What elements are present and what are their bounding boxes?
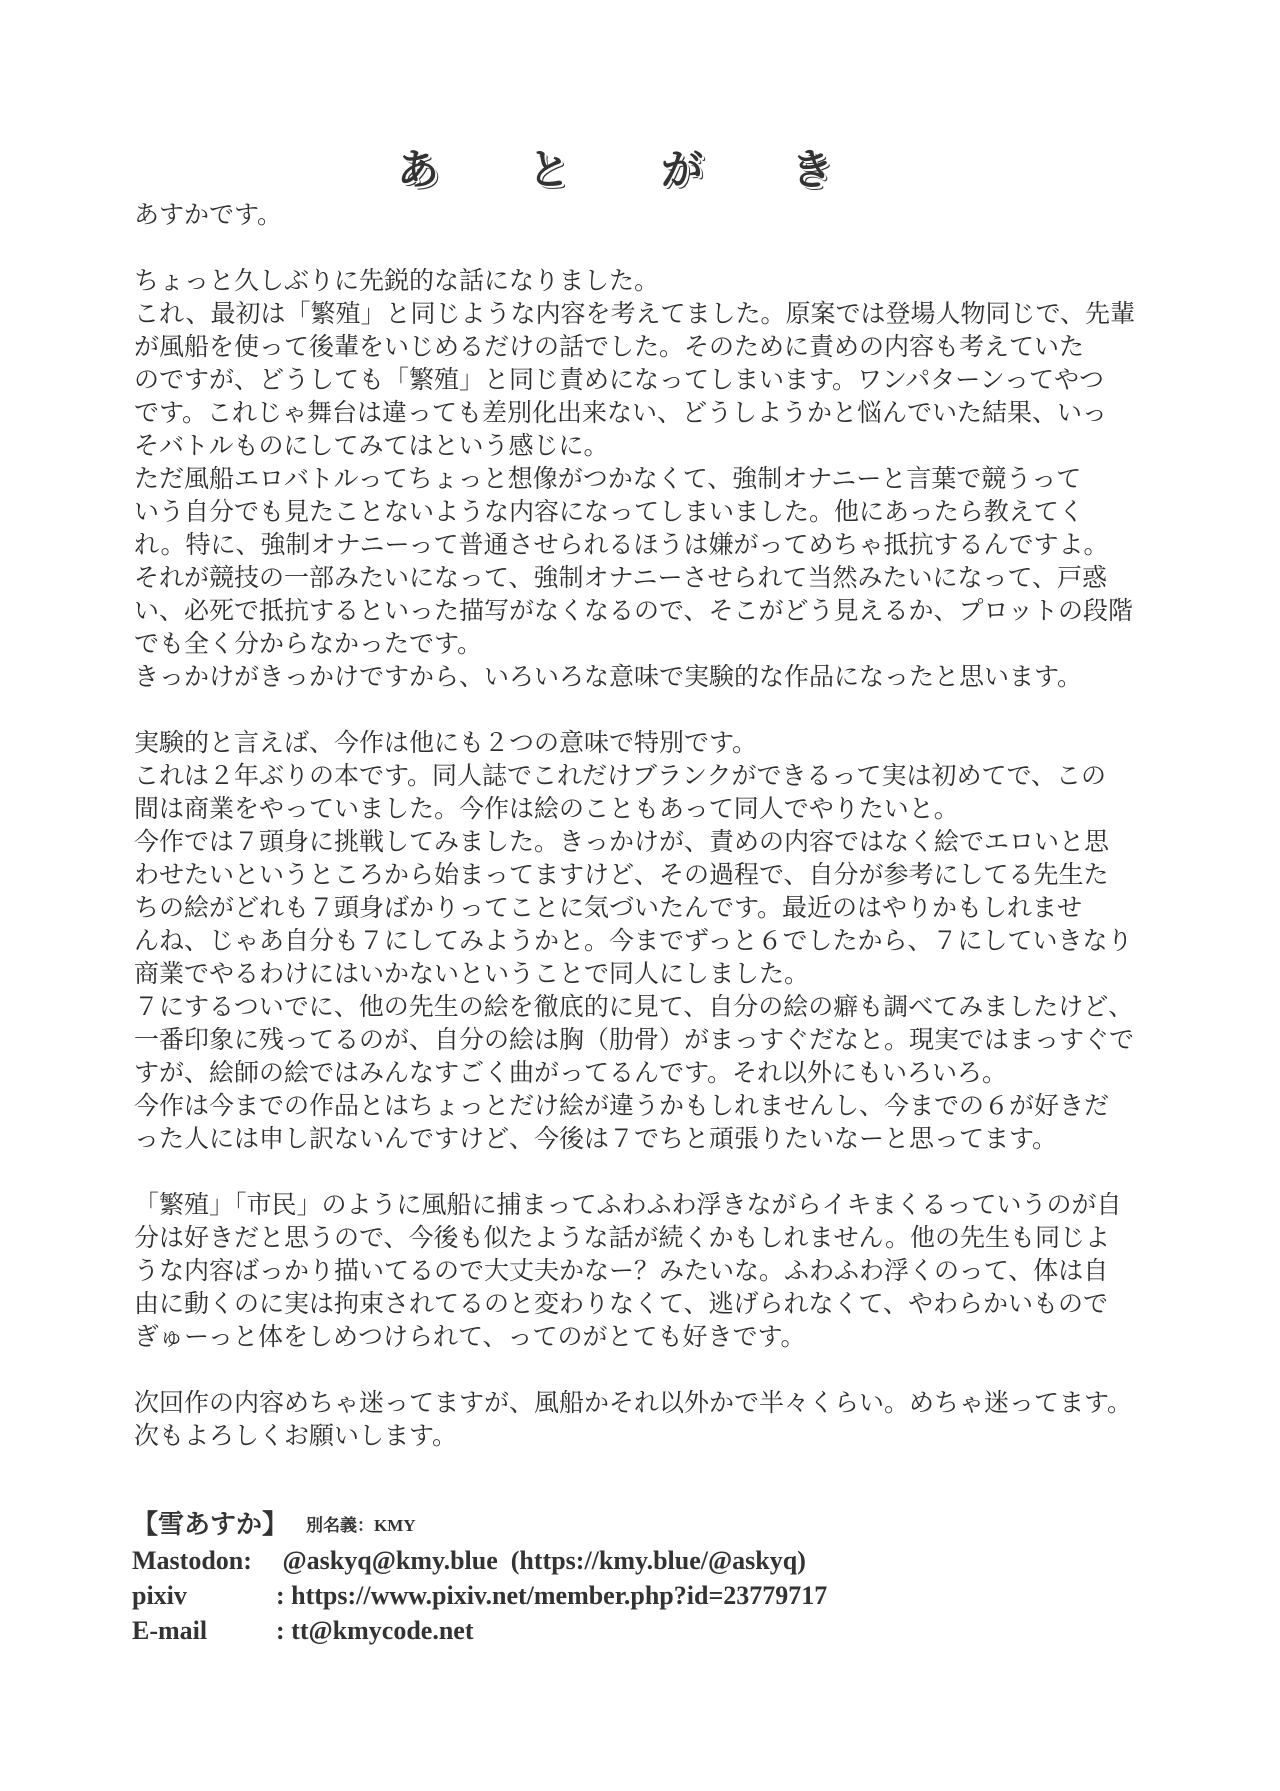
- body-line: のですが、どうしても「繁殖」と同じ責めになってしまいます。ワンパターンってやつ: [134, 365, 1105, 394]
- body-line: ７にするついでに、他の先生の絵を徹底的に見て、自分の絵の癖も調べてみましたけど、: [134, 992, 1134, 1021]
- title-char: き: [790, 145, 833, 194]
- body-line: そバトルものにしてみてはという感じに。: [134, 431, 609, 460]
- mastodon-value: @askyq@kmy.blue (https://kmy.blue/@askyq): [276, 1546, 806, 1575]
- body-line: それが競技の一部みたいになって、強制オナニーさせられて当然みたいになって、戸惑: [134, 563, 1108, 592]
- title-char: と: [527, 145, 570, 194]
- title-char: あ: [396, 145, 439, 194]
- pixiv-row: [132, 1578, 827, 1613]
- author-name: 【雪あすか】: [132, 1510, 289, 1540]
- body-line: 今作は今までの作品とはちょっとだけ絵が違うかもしれませんし、今までの６が好きだ: [134, 1091, 1110, 1120]
- body-line: [134, 1353, 1254, 1386]
- body-line: [134, 1155, 1254, 1188]
- pixiv-value: : https://www.pixiv.net/member.php?id=23779717: [276, 1581, 828, 1610]
- body-line: 次回作の内容めちゃ迷ってますが、風船かそれ以外かで半々くらい。めちゃ迷ってます。: [134, 1388, 1133, 1417]
- body-line: 商業でやるわけにはいかないということで同人にしました。: [134, 959, 810, 988]
- author-name-row: [132, 1508, 827, 1543]
- body-line: [134, 693, 1254, 726]
- body-line: 次もよろしくお願いします。: [134, 1421, 458, 1450]
- body-line: いう自分でも見たことないような内容になってしまいました。他にあったら教えてく: [134, 497, 1084, 526]
- author-alias: 別名義：KMY: [306, 1516, 416, 1535]
- body-line: [134, 231, 1254, 264]
- body-line: あすかです。: [134, 200, 283, 229]
- body-line: 間は商業をやっていました。今作は絵のこともあって同人でやりたいと。: [134, 794, 959, 823]
- mastodon-row: [132, 1543, 827, 1578]
- body-line: んね、じゃあ自分も７にしてみようかと。今までずっと６でしたから、７にしていきなり: [134, 926, 1133, 955]
- body-line: が風船を使って後輩をいじめるだけの話でした。そのために責めの内容も考えていた: [134, 332, 1085, 361]
- body-line: ちょっと久しぶりに先鋭的な話になりました。: [134, 266, 660, 295]
- body-line: れ。特に、強制オナニーって普通させられるほうは嫌がってめちゃ抵抗するんですよ。: [134, 530, 1109, 559]
- body-line: 由に動くのに実は拘束されてるのと変わりなくて、逃げられなくて、やわらかいもので: [134, 1289, 1109, 1318]
- body-line: 分は好きだと思うので、今後も似たような話が続くかもしれません。他の先生も同じよ: [134, 1223, 1111, 1252]
- body-line: い、必死で抵抗するといった描写がなくなるので、そこがどう見えるか、プロットの段階: [134, 596, 1134, 625]
- afterword-body: [134, 198, 1254, 1452]
- body-line: ただ風船エロバトルってちょっと想像がつかなくて、強制オナニーと言葉で競うって: [134, 464, 1082, 493]
- page-title: [0, 140, 1280, 200]
- body-line: 一番印象に残ってるのが、自分の絵は胸（肋骨）がまっすぐだなと。現実ではまっすぐで: [134, 1025, 1135, 1054]
- body-line: ちの絵がどれも７頭身ばかりってことに気づいたんです。最近のはやりかもしれませ: [134, 893, 1083, 922]
- email-row: [132, 1613, 827, 1648]
- body-line: これ、最初は「繁殖」と同じような内容を考えてました。原案では登場人物同じで、先輩: [134, 299, 1136, 328]
- email-value: : tt@kmycode.net: [276, 1616, 474, 1645]
- body-line: これは２年ぶりの本です。同人誌でこれだけブランクができるって実は初めてで、この: [134, 761, 1107, 790]
- body-line: すが、絵師の絵ではみんなすごく曲がってるんです。それ以外にもいろいろ。: [134, 1058, 1008, 1087]
- pixiv-label: pixiv: [132, 1581, 187, 1610]
- body-line: 実験的と言えば、今作は他にも２つの意味で特別です。: [134, 728, 758, 757]
- body-line: うな内容ばっかり描いてるので大丈夫かなー？みたいな。ふわふわ浮くのって、体は自: [134, 1256, 1109, 1285]
- body-line: でも全く分からなかったです。: [134, 629, 483, 658]
- body-line: った人には申し訳ないんですけど、今後は７でちと頑張りたいなーと思ってます。: [134, 1124, 1058, 1153]
- body-line: 「繁殖」「市民」のように風船に捕まってふわふわ浮きながらイキまくるっていうのが自: [134, 1190, 1122, 1219]
- mastodon-label: Mastodon:: [132, 1546, 252, 1575]
- body-line: わせたいというところから始まってますけど、その過程で、自分が参考にしてる先生た: [134, 860, 1109, 889]
- body-line: です。これじゃ舞台は違っても差別化出来ない、どうしようかと悩んでいた結果、いっ: [134, 398, 1108, 427]
- email-label: E-mail: [132, 1616, 208, 1645]
- title-char: が: [660, 145, 703, 194]
- author-info: [132, 1508, 827, 1648]
- body-line: ぎゅーっと体をしめつけられて、ってのがとても好きです。: [134, 1322, 806, 1351]
- body-line: 今作では７頭身に挑戦してみました。きっかけが、責めの内容ではなく絵でエロいと思: [134, 827, 1110, 856]
- body-line: きっかけがきっかけですから、いろいろな意味で実験的な作品になったと思います。: [134, 662, 1083, 691]
